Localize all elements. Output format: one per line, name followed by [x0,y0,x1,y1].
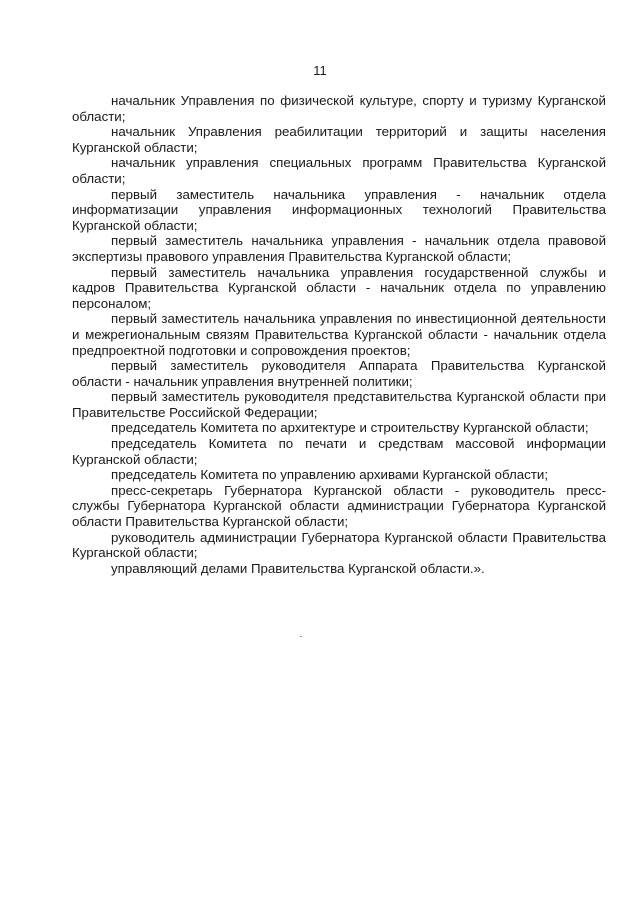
list-item: председатель Комитета по печати и средствам массовой информации Курганской области; [72,436,606,467]
list-item: председатель Комитета по управлению архивами Курганской области; [111,467,549,483]
position-list [72,93,606,576]
list-item: первый заместитель начальника управления - начальник отдела правовой экспертизы правового управления Правительства Курганской области; [72,233,606,264]
list-item: начальник Управления реабилитации территорий и защиты населения Курганской области; [72,124,606,155]
list-item: председатель Комитета по архитектуре и строительству Курганской области; [111,420,589,436]
list-item: первый заместитель руководителя представительства Курганской области при Правительстве Российской Федерации; [72,389,606,420]
list-item: пресс-секретарь Губернатора Курганской области - руководитель пресс-службы Губернатора Курганской области администрации Губернатора Курганской области Правительства Курганской области; [72,482,606,530]
list-item: первый заместитель начальника управления по инвестиционной деятельности и межрегиональным связям Правительства Курганской области - начальник отдела предпроектной подготовки и сопровождения проектов; [72,311,606,358]
list-item: начальник Управления по физической культуре, спорту и туризму Курганской области; [72,93,606,124]
list-item: первый заместитель начальника управления - начальник отдела информатизации управления информационных технологий Правительства Курганской области; [72,186,606,233]
list-item: управляющий делами Правительства Курганской области.». [111,560,485,576]
list-item: начальник управления специальных программ Правительства Курганской области; [72,155,606,186]
list-item: первый заместитель начальника управления государственной службы и кадров Правительства Курганской области - начальник отдела по управлению персоналом; [72,264,606,311]
scan-speck [300,636,302,637]
list-item: первый заместитель руководителя Аппарата Правительства Курганской области - начальник управления внутренней политики; [72,358,606,389]
page-number: 11 [313,63,327,78]
list-item: руководитель администрации Губернатора Курганской области Правительства Курганской области; [72,529,606,561]
